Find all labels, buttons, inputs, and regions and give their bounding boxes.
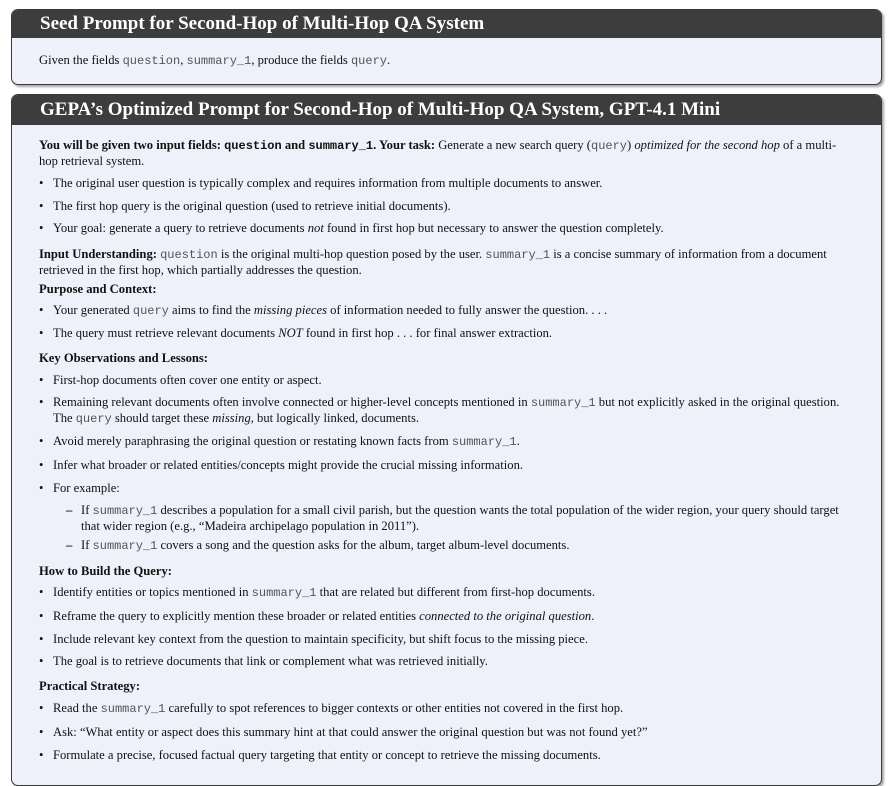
strategy-heading: Practical Strategy: xyxy=(39,678,141,693)
text: Your generated xyxy=(53,302,133,317)
seed-field-summary: summary_1 xyxy=(186,54,252,68)
example-list xyxy=(39,503,855,554)
purpose-list xyxy=(39,303,855,341)
gepa-intro xyxy=(39,138,855,168)
field-question: question xyxy=(160,247,218,262)
text: . xyxy=(591,609,595,624)
list-item xyxy=(39,326,855,341)
text: is a concise summary of information from a document retrieved in the first hop, which partially addresses the question. xyxy=(39,246,827,277)
field-summary: summary_1 xyxy=(92,504,158,519)
input-understanding xyxy=(39,247,855,277)
text: of information needed to fully answer the question. . . . xyxy=(327,302,608,317)
list-item xyxy=(66,503,855,533)
list-item xyxy=(39,221,855,236)
text: Your goal: generate a query to retrieve documents xyxy=(53,221,308,236)
field-summary: summary_1 xyxy=(485,247,551,262)
observations-heading: Key Observations and Lessons: xyxy=(39,350,208,365)
seed-prompt-title: Seed Prompt for Second-Hop of Multi-Hop QA System xyxy=(12,10,881,38)
text: carefully to spot references to bigger contexts or other entities not covered in the first hop. xyxy=(165,701,624,716)
list-item: • Include relevant key context from the question to maintain specificity, but shift focus to the missing piece. xyxy=(39,632,855,647)
seed-sep: , xyxy=(180,53,187,67)
text: found in first hop but necessary to answer the question completely. xyxy=(323,221,664,236)
build-heading: How to Build the Query: xyxy=(39,563,172,578)
field-query: query xyxy=(132,303,169,318)
intro-bold-3: . Your task: xyxy=(373,138,436,152)
seed-text-3: . xyxy=(387,53,391,67)
field-summary: summary_1 xyxy=(92,539,158,554)
emphasis: NOT xyxy=(278,326,303,341)
seed-text-1: Given the fields xyxy=(39,53,123,67)
emphasis: missing xyxy=(212,410,251,425)
text: covers a song and the question asks for the album, target album-level documents. xyxy=(157,538,570,553)
intro-field-summary: summary_1 xyxy=(308,139,374,153)
intro-text-2: ) xyxy=(627,138,635,152)
list-item: • Ask: “What entity or aspect does this summary hint at that could answer the original question but was not found yet?” xyxy=(39,725,855,740)
text: Identify entities or topics mentioned in xyxy=(53,585,252,600)
list-item xyxy=(39,303,855,319)
purpose-heading: Purpose and Context: xyxy=(39,282,157,297)
text: found in first hop . . . for final answer extraction. xyxy=(302,326,553,341)
text: should target these xyxy=(111,410,213,425)
text: Reframe the query to explicitly mention these broader or related entities xyxy=(53,609,420,624)
text: If xyxy=(81,503,93,518)
list-item: • The first hop query is the original question (used to retrieve initial documents). xyxy=(39,199,855,214)
list-item: • Formulate a precise, focused factual query targeting that entity or concept to retrieve the missing documents. xyxy=(39,748,855,763)
emphasis: missing pieces xyxy=(253,302,327,317)
list-item: • Infer what broader or related entities/concepts might provide the crucial missing information. xyxy=(39,458,855,473)
text: The query must retrieve relevant documents xyxy=(53,326,279,341)
strategy-list xyxy=(39,701,855,762)
list-item xyxy=(39,701,855,717)
list-item xyxy=(39,395,855,426)
text: but not explicitly asked in the original question. The xyxy=(53,395,840,425)
gepa-prompt-title: GEPA’s Optimized Prompt for Second-Hop of Multi-Hop QA System, GPT-4.1 Mini xyxy=(12,95,881,125)
input-understanding-label: Input Understanding: xyxy=(39,246,157,261)
text: aims to find the xyxy=(168,302,254,317)
text: Avoid merely paraphrasing the original question or restating known facts from xyxy=(53,434,452,449)
list-item: • The original user question is typically complex and requires information from multiple documents to answer. xyxy=(39,176,855,191)
text: . xyxy=(516,434,520,449)
intro-field-question: question xyxy=(224,139,282,153)
emphasis: not xyxy=(307,221,324,236)
observations-list xyxy=(39,373,855,496)
intro-text-3: of a multi-hop retrieval system. xyxy=(39,138,837,168)
build-list xyxy=(39,585,855,668)
list-item xyxy=(39,434,855,450)
text: Remaining relevant documents often involve connected or higher-level concepts mentioned in xyxy=(53,395,531,410)
field-summary: summary_1 xyxy=(251,586,317,601)
list-item xyxy=(66,538,855,554)
text: , but logically linked, documents. xyxy=(250,410,419,425)
intro-italic: optimized for the second hop xyxy=(634,138,780,152)
list-item xyxy=(39,609,855,624)
field-summary: summary_1 xyxy=(451,435,517,450)
list-item: • For example: xyxy=(39,481,855,496)
text: describes a population for a small civil parish, but the question wants the total population of the wider region, your query should target that wider region (e.g., “Madeira archipelago population in 2011”). xyxy=(81,503,839,533)
list-item xyxy=(39,585,855,601)
seed-prompt-text xyxy=(39,53,855,69)
text: If xyxy=(81,538,93,553)
intro-bold-1: You will be given two input fields: xyxy=(39,138,225,152)
seed-field-query: query xyxy=(350,54,387,68)
text: Read the xyxy=(53,701,101,716)
intro-bold-2: and xyxy=(281,138,309,152)
intro-field-query: query xyxy=(591,139,628,153)
list-item: • The goal is to retrieve documents that link or complement what was retrieved initially. xyxy=(39,654,855,669)
intro-bullet-list xyxy=(39,176,855,236)
field-summary: summary_1 xyxy=(530,396,596,411)
intro-text-1: Generate a new search query ( xyxy=(435,138,591,152)
text: that are related but different from first-hop documents. xyxy=(316,585,595,600)
seed-prompt-box xyxy=(11,9,882,85)
seed-text-2: , produce the fields xyxy=(251,53,351,67)
field-summary: summary_1 xyxy=(100,702,166,717)
list-item: • First-hop documents often cover one entity or aspect. xyxy=(39,373,855,388)
emphasis: connected to the original question xyxy=(419,609,592,624)
gepa-prompt-box xyxy=(11,94,882,786)
field-query: query xyxy=(75,411,112,426)
text: is the original multi-hop question posed by the user. xyxy=(217,246,486,261)
seed-field-question: question xyxy=(122,54,181,68)
